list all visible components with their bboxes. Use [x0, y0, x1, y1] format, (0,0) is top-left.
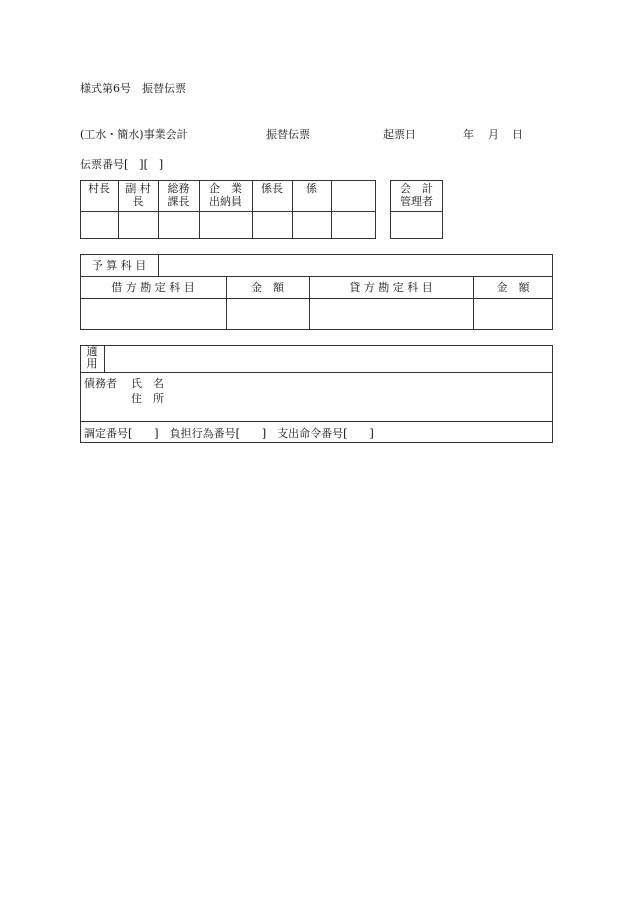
year-label: 年	[463, 128, 474, 141]
issue-date-label: 起票日	[383, 128, 416, 141]
approval-col-6: 係	[306, 182, 317, 195]
debit-amount-label: 金 額	[251, 281, 284, 294]
debit-account-label: 借 方 勘 定 科 目	[111, 281, 195, 294]
debtor-label: 債務者	[84, 377, 117, 390]
budget-label: 予 算 科 目	[91, 259, 147, 272]
accounting-name: (工水・簡水)事業会計	[80, 128, 188, 141]
debtor-address-label: 住 所	[131, 392, 164, 405]
document-title: 振替伝票	[266, 128, 310, 141]
month-label: 月	[488, 128, 499, 141]
approval-col-4: 企 業 出納員	[209, 182, 242, 209]
approval-col-7	[331, 182, 376, 195]
approval-col-2: 副 村 長	[125, 182, 151, 209]
approval-col-5: 係長	[261, 182, 283, 195]
approval-col-3: 総務 課長	[167, 182, 190, 209]
credit-amount-label: 金 額	[496, 281, 530, 294]
summary-label: 適 用	[86, 345, 98, 370]
credit-account-label: 貸 方 勘 定 科 目	[349, 281, 433, 294]
day-label: 日	[512, 128, 523, 141]
form-number: 様式第6号 振替伝票	[80, 82, 186, 95]
reference-numbers: 調定番号[ ] 負担行為番号[ ] 支出命令番号[ ]	[84, 427, 374, 440]
debtor-name-label: 氏 名	[131, 377, 164, 390]
voucher-number: 伝票番号[ ][ ]	[80, 158, 164, 171]
accountant-label: 会 計 管理者	[400, 182, 433, 209]
approval-col-1: 村長	[88, 182, 110, 195]
